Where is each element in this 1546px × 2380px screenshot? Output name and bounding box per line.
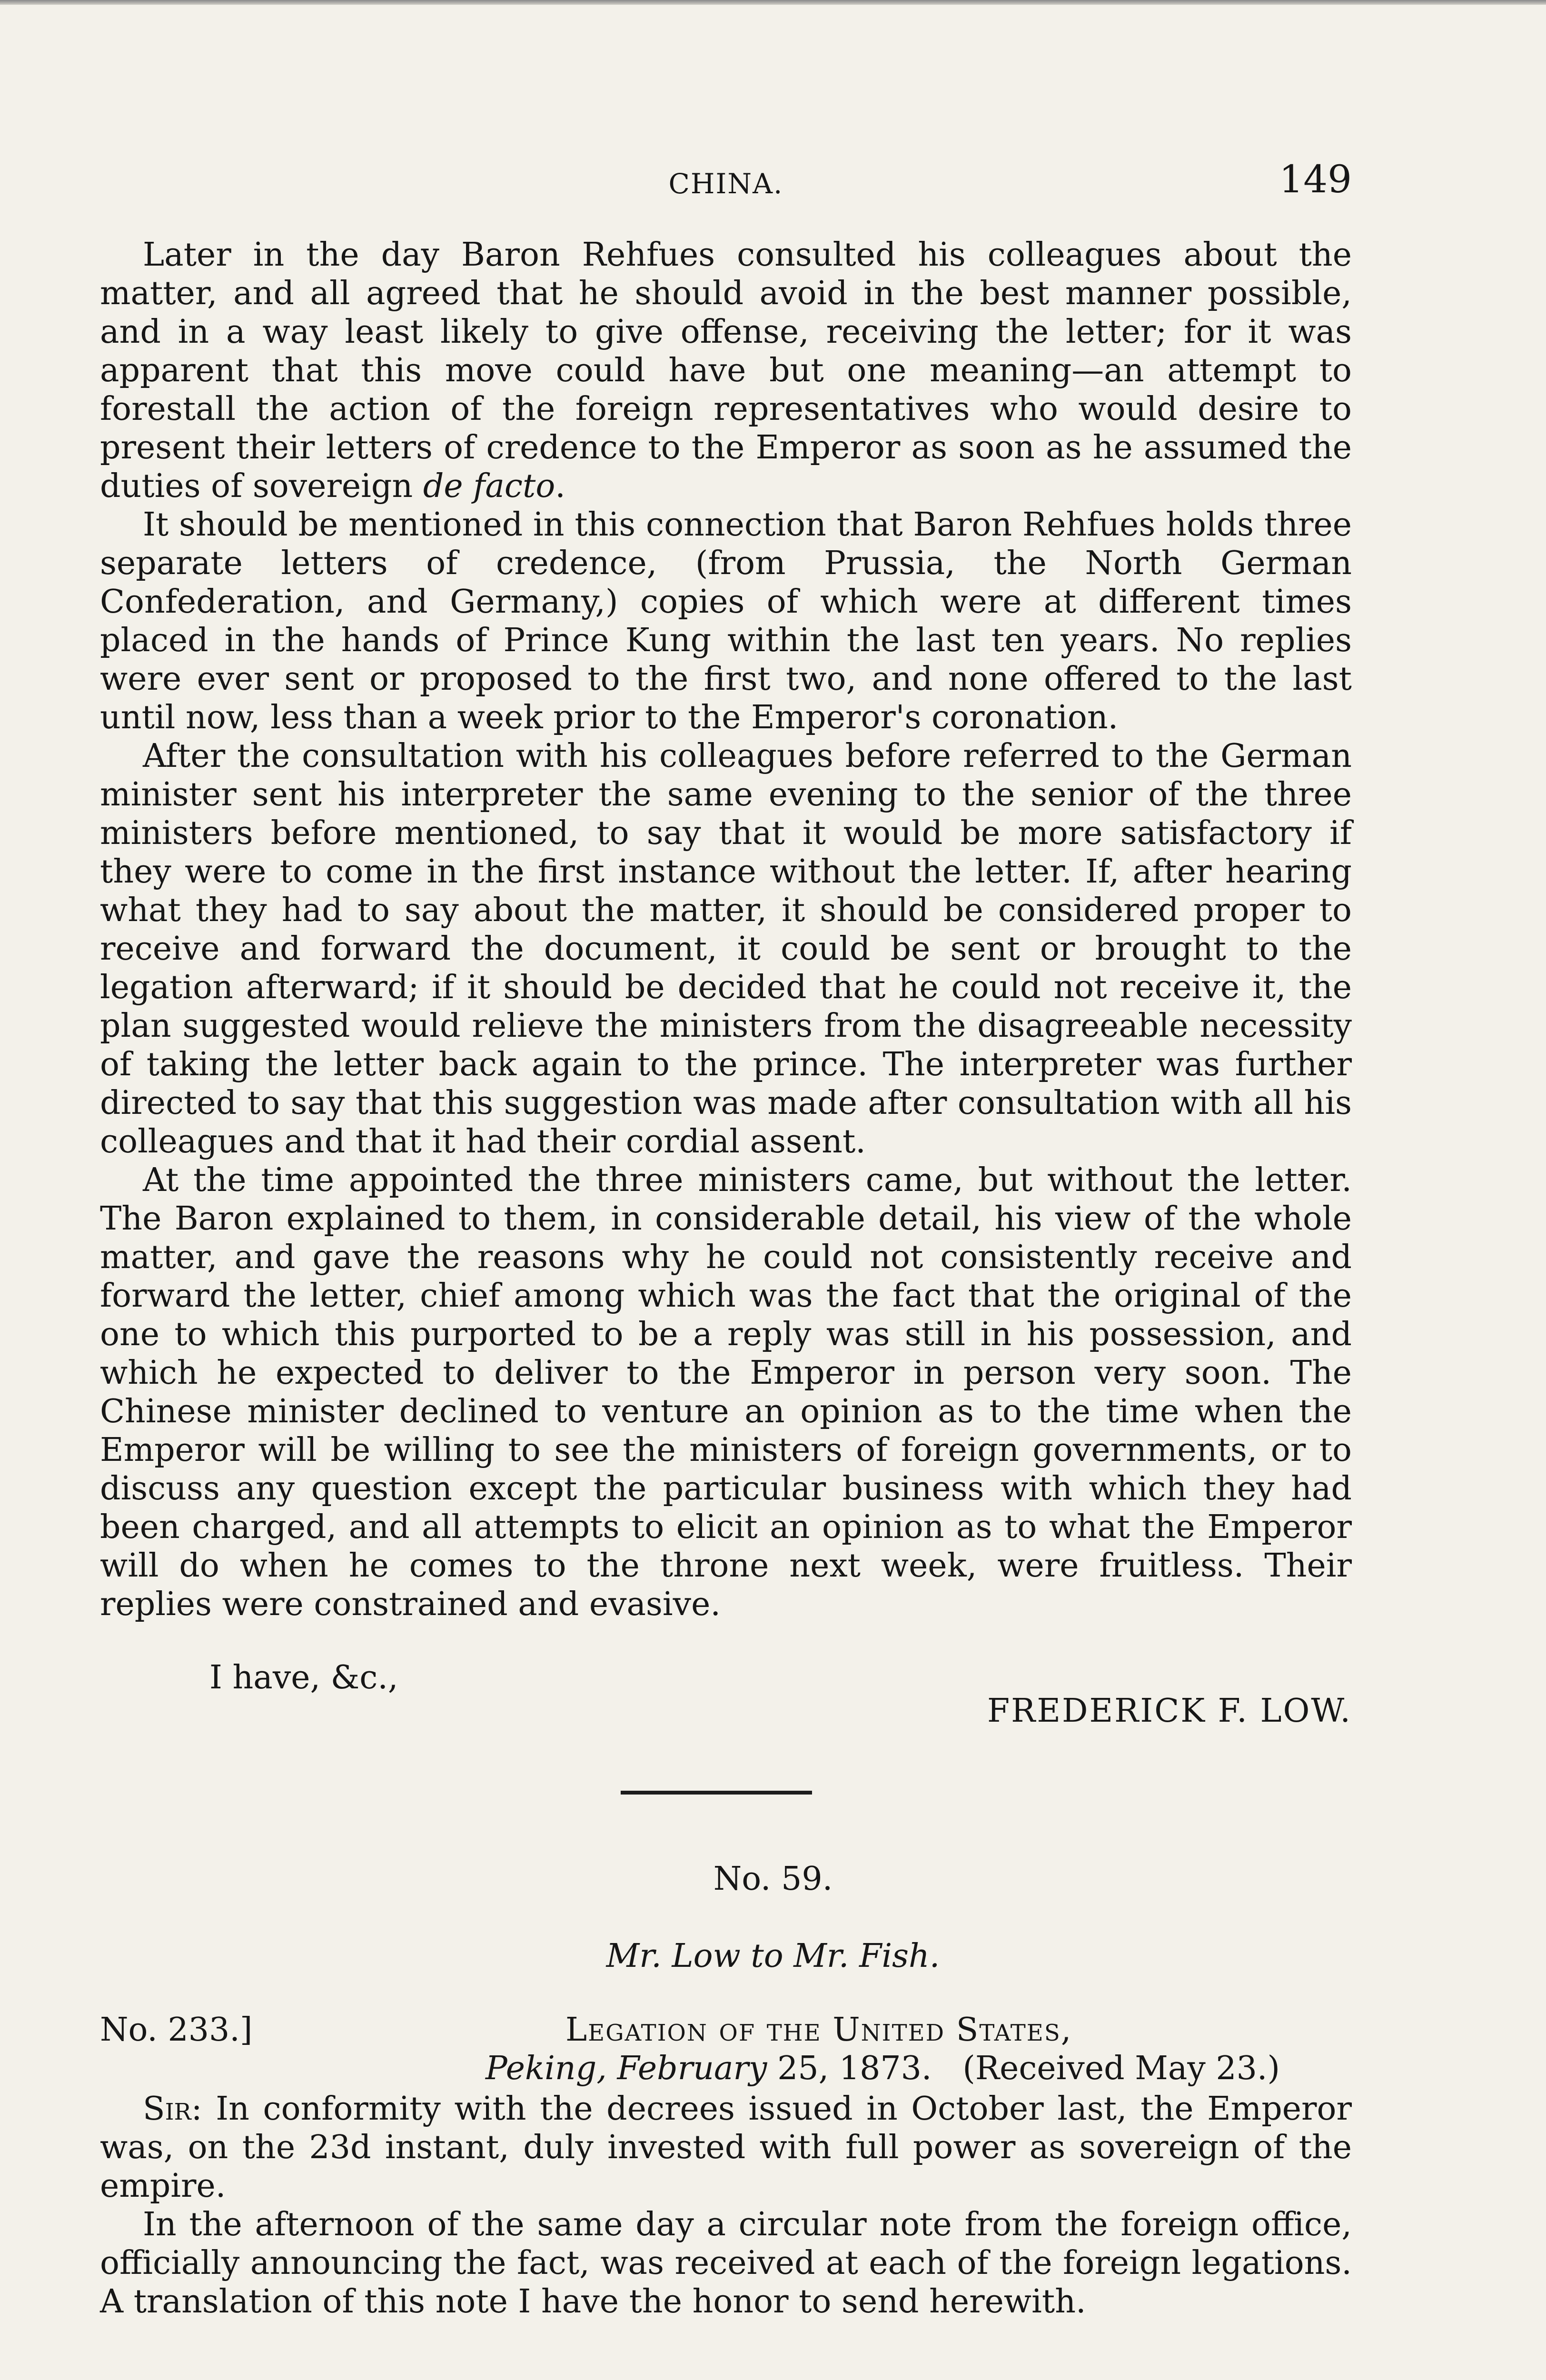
paragraph-4: At the time appointed the three ministers came, but without the letter. The Baron explained to them, in considerable detail, his view of the whole matter, and gave the reasons why he could not consistently receive and forward the letter, chief among which was the fact that the original of the one to which this purported to be a reply was still in his possession, and which he expected to deliver to the Emperor in person very soon. The Chinese minister declined to venture an opinion as to the time when the Emperor will be willing to see the ministers of foreign governments, or to discuss any question except the particular business with which they had been charged, and all attempts to elicit an opinion as to what the Emperor will do when he comes to the throne next week, were fruitless. Their replies were constrained and evasive. xyxy=(100,1161,1352,1623)
page-header xyxy=(100,157,1352,209)
paragraph-1-italic: de facto xyxy=(423,467,555,505)
page-number: 149 xyxy=(1279,157,1352,201)
closing-line: I have, &c., xyxy=(209,1659,398,1696)
paragraph-2: It should be mentioned in this connection that Baron Rehfues holds three separate letters of credence, (from Prussia, the North German Confederation, and Germany,) copies of which were at different times placed in the hands of Prince Kung within the last ten years. No replies were ever sent or proposed to the first two, and none offered to the last until now, less than a week prior to the Emperor's coronation. xyxy=(100,506,1352,736)
letter-body xyxy=(100,236,1352,1624)
received-date: (Received May 23.) xyxy=(962,2050,1280,2087)
document-title: Mr. Low to Mr. Fish. xyxy=(606,1937,940,1975)
dispatch-paragraph-1 xyxy=(100,2090,1352,2205)
section-divider xyxy=(621,1791,812,1795)
paragraph-1 xyxy=(100,236,1352,506)
paragraph-3: After the consultation with his colleagues before referred to the German minister sent his interpreter the same evening to the senior of the three ministers before mentioned, to say that it would be more satisfactory if they were to come in the first instance without the letter. If, after hearing what they had to say about the matter, it should be considered proper to receive and forward the document, it could be sent or brought to the legation afterward; if it should be decided that he could not receive it, the plan suggested would relieve the ministers from the disagreeable necessity of taking the letter back again to the prince. The interpreter was further directed to say that this suggestion was made after consultation with all his colleagues and that it had their cordial assent. xyxy=(100,737,1352,1160)
legation-heading: Legation of the United States, xyxy=(565,2011,1072,2049)
dispatch-paragraph-2: In the afternoon of the same day a circular note from the foreign office, officially announcing the fact, was received at each of the foreign legations. A translation of this note I have the honor to send herewith. xyxy=(100,2206,1352,2320)
dispatch-body xyxy=(100,2090,1352,2321)
running-title: CHINA. xyxy=(668,168,783,200)
dispatch-paragraph-1-text: : In conformity with the decrees issued in October last, the Emperor was, on the 23d instant, duly invested with full power as sovereign of the empire. xyxy=(100,2090,1352,2205)
dispatch-place: Peking, February xyxy=(486,2050,767,2087)
signature: FREDERICK F. LOW. xyxy=(987,1692,1352,1730)
dispatch-date: 25, 1873. xyxy=(767,2050,932,2087)
paragraph-1-end: . xyxy=(555,467,565,505)
page-top-edge xyxy=(0,0,1546,5)
paragraph-1-text: Later in the day Baron Rehfues consulted his colleagues about the matter, and all agreed that he should avoid in the best manner possible, and in a way least likely to give offense, receiving the letter; for it was apparent that this move could have but one meaning—an attempt to forestall the action of the foreign representatives who would desire to present their letters of credence to the Emperor as soon as he assumed the duties of sovereign xyxy=(100,236,1352,505)
dispatch-number: No. 233.] xyxy=(100,2011,253,2049)
document-number: No. 59. xyxy=(713,1860,833,1898)
place-date-line xyxy=(486,2050,1280,2087)
salutation: Sir xyxy=(143,2090,191,2128)
